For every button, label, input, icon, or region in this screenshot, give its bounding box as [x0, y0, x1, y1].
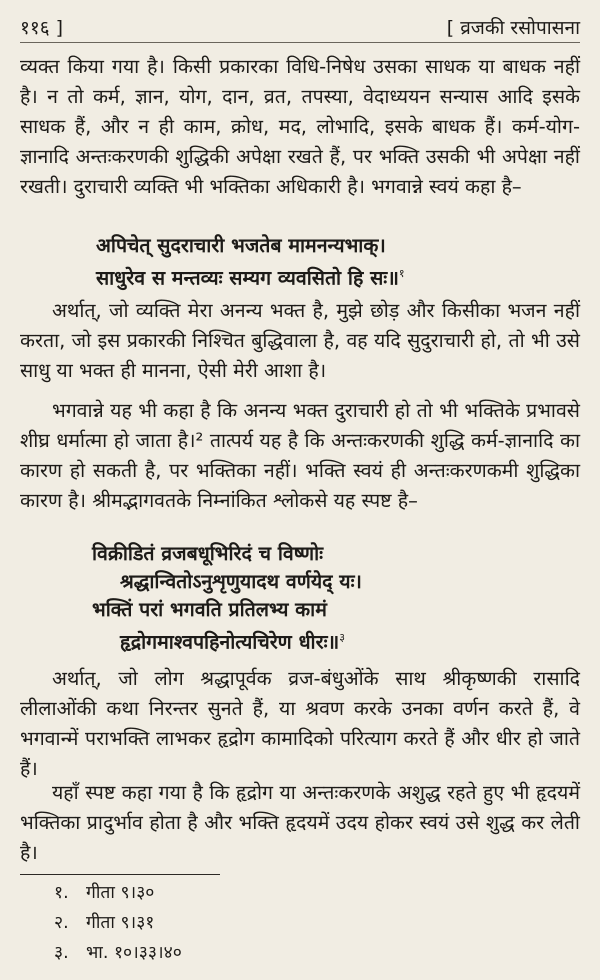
verse-bhagavata — [92, 540, 362, 657]
footnote-ref-3: ३ — [339, 631, 345, 644]
verse-gita — [96, 232, 405, 293]
page-number: ११६ ] — [20, 17, 64, 39]
footnote-item: २. गीता ९।३१ — [54, 913, 155, 933]
verse-2-line-4: हृद्रोगमाश्वपहिनोत्यचिरेण धीरः॥$^३$ — [120, 630, 345, 654]
paragraph-4: अर्थात्, जो लोग श्रद्धापूर्वक व्रज-बंधुओंके साथ श्रीकृष्णकी रासादि लीलाओंकी कथा निरन्तर सुनते हैं, या श्रवण करके उनका वर्णन करते हैं, वे भगवान्में पराभक्ति लाभकर हृद्रोग कामादिको परित्याग करते हैं और धीर हो जाते हैं। — [20, 667, 580, 780]
paragraph-5: यहाँ स्पष्ट कहा गया है कि हृद्रोग या अन्तःकरणके अशुद्ध रहते हुए भी हृदयमें भक्तिका प्रादुर्भाव होता है और भक्ति हृदयमें उदय होकर स्वयं उसे शुद्ध कर लेती है। — [20, 781, 580, 864]
verse-2-line-2: श्रद्धान्वितोऽनुशृणुयादथ वर्णयेद् यः। — [120, 570, 362, 593]
verse-2-line-1: विक्रीडितं व्रजबधूभिरिदं च विष्णोः — [92, 542, 324, 565]
running-title: [ व्रजकी रसोपासना — [446, 17, 580, 39]
footnote-rule — [20, 874, 220, 875]
footnote-item: ३. भा. १०।३३।४० — [54, 943, 182, 963]
header-rule — [20, 42, 580, 43]
footnote-ref-1: १ — [398, 267, 405, 280]
paragraph-2: अर्थात्, जो व्यक्ति मेरा अनन्य भक्त है, मुझे छोड़ और किसीका भजन नहीं करता, जो इस प्रकारकी निश्चित बुद्धिवाला है, वह यदि सुदुराचारी हो, तो भी उसे साधु या भक्त ही मानना, ऐसी मेरी आशा है। — [20, 299, 580, 382]
verse-2-line-3: भक्तिं परां भगवति प्रतिलभ्य कामं — [92, 598, 327, 621]
paragraph-1: व्यक्त किया गया है। किसी प्रकारका विधि-निषेध उसका साधक या बाधक नहीं है। न तो कर्म, ज्ञान, योग, दान, व्रत, तपस्या, वेदाध्ययन सन्यास आदि इसके साधक हैं, और न ही काम, क्रोध, मद, लोभादि, इसके बाधक हैं। कर्म-योग-ज्ञानादि अन्तःकरणकी शुद्धिकी अपेक्षा रखते हैं, पर भक्ति उसकी भी अपेक्षा नहीं रखती। दुराचारी व्यक्ति भी भक्तिका अधिकारी है। भगवान्ने स्वयं कहा है– — [20, 55, 580, 198]
footnote-item: १. गीता ९।३० — [54, 883, 155, 903]
paragraph-3: भगवान्ने यह भी कहा है कि अनन्य भक्त दुराचारी हो तो भी भक्तिके प्रभावसे शीघ्र धर्मात्मा हो जाता है।² तात्पर्य यह है कि अन्तःकरणकी शुद्धि कर्म-ज्ञानादि का कारण हो सकती है, पर भक्तिका नहीं। भक्ति स्वयं ही अन्तःकरणकमी शुद्धिका कारण है। श्रीमद्भागवतके निम्नांकित श्लोकसे यह स्पष्ट है– — [20, 399, 580, 512]
verse-1-line-1: अपिचेत् सुदराचारी भजतेब मामनन्यभाक्। — [96, 234, 386, 257]
footnotes — [54, 878, 182, 968]
page-header — [20, 10, 580, 42]
verse-1-line-2: साधुरेव स मन्तव्यः सम्यग व्यवसितो हि सः॥$^१$ — [96, 266, 405, 290]
